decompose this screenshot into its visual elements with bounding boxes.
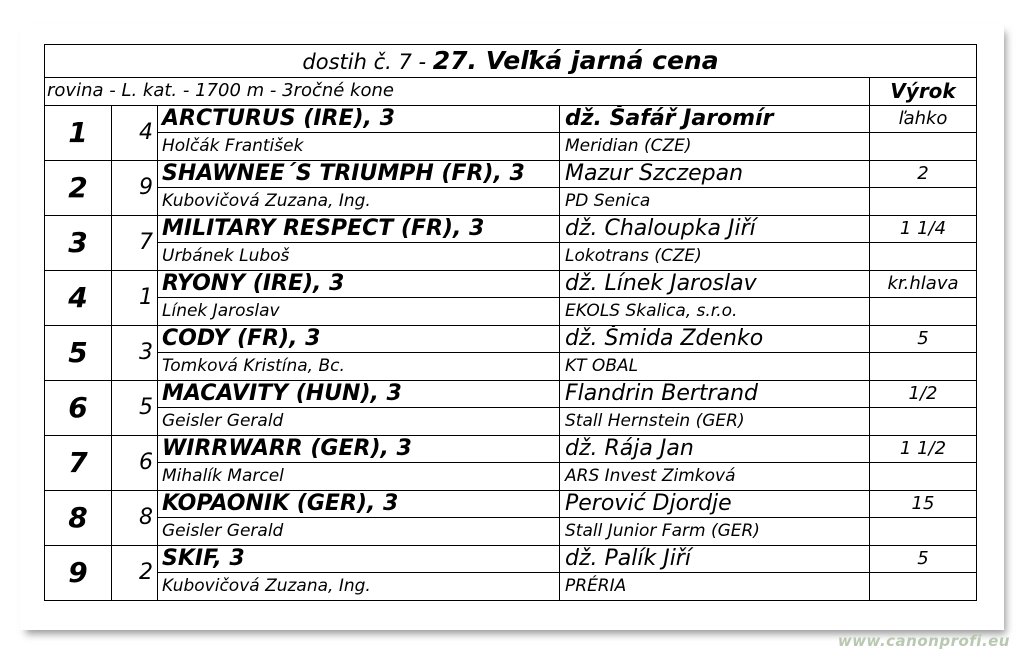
start-number: 4: [112, 105, 158, 160]
race-results-table: [44, 44, 977, 601]
jockey-name: Mazur Szczepan: [560, 160, 870, 188]
empty-cell: [870, 353, 977, 381]
horse-name: ARCTURUS (IRE), 3: [158, 105, 560, 133]
start-number: 9: [112, 160, 158, 215]
start-number: 2: [112, 545, 158, 600]
result-row: [45, 270, 977, 298]
result-subrow: [45, 463, 977, 491]
empty-cell: [870, 573, 977, 601]
jockey-name: Perović Djordje: [560, 490, 870, 518]
start-number: 8: [112, 490, 158, 545]
start-number: 6: [112, 435, 158, 490]
horse-name: MACAVITY (HUN), 3: [158, 380, 560, 408]
jockey-name: dž. Rája Jan: [560, 435, 870, 463]
result-row: [45, 490, 977, 518]
trainer-name: Kubovičová Zuzana, Ing.: [158, 188, 560, 216]
jockey-name: dž. Palík Jiří: [560, 545, 870, 573]
trainer-name: Kubovičová Zuzana, Ing.: [158, 573, 560, 601]
result-row: [45, 380, 977, 408]
owner-name: Meridian (CZE): [560, 133, 870, 161]
winning-margin: ľahko: [870, 105, 977, 133]
finish-position: 2: [45, 160, 112, 215]
trainer-name: Línek Jaroslav: [158, 298, 560, 326]
trainer-name: Urbánek Luboš: [158, 243, 560, 271]
jockey-name: dž. Línek Jaroslav: [560, 270, 870, 298]
result-subrow: [45, 298, 977, 326]
start-number: 1: [112, 270, 158, 325]
result-subrow: [45, 133, 977, 161]
race-number: dostih č. 7 -: [302, 50, 433, 74]
horse-name: SHAWNEE´S TRIUMPH (FR), 3: [158, 160, 560, 188]
owner-name: EKOLS Skalica, s.r.o.: [560, 298, 870, 326]
owner-name: PD Senica: [560, 188, 870, 216]
winning-margin: 1 1/4: [870, 215, 977, 243]
jockey-name: dž. Chaloupka Jiří: [560, 215, 870, 243]
finish-position: 4: [45, 270, 112, 325]
result-row: [45, 105, 977, 133]
finish-position: 3: [45, 215, 112, 270]
horse-name: WIRRWARR (GER), 3: [158, 435, 560, 463]
finish-position: 8: [45, 490, 112, 545]
vyrok-header: Výrok: [870, 78, 977, 106]
race-info: rovina - L. kat. - 1700 m - 3ročné kone: [45, 78, 870, 106]
horse-name: CODY (FR), 3: [158, 325, 560, 353]
finish-position: 9: [45, 545, 112, 600]
race-title: [45, 45, 977, 78]
trainer-name: Mihalík Marcel: [158, 463, 560, 491]
race-info-row: [45, 78, 977, 106]
owner-name: Stall Junior Farm (GER): [560, 518, 870, 546]
start-number: 7: [112, 215, 158, 270]
winning-margin: kr.hlava: [870, 270, 977, 298]
horse-name: SKIF, 3: [158, 545, 560, 573]
winning-margin: 5: [870, 325, 977, 353]
finish-position: 7: [45, 435, 112, 490]
winning-margin: 15: [870, 490, 977, 518]
empty-cell: [870, 518, 977, 546]
winning-margin: 1 1/2: [870, 435, 977, 463]
result-row: [45, 325, 977, 353]
owner-name: Lokotrans (CZE): [560, 243, 870, 271]
horse-name: KOPAONIK (GER), 3: [158, 490, 560, 518]
horse-name: MILITARY RESPECT (FR), 3: [158, 215, 560, 243]
owner-name: PRÉRIA: [560, 573, 870, 601]
start-number: 5: [112, 380, 158, 435]
result-subrow: [45, 188, 977, 216]
empty-cell: [870, 243, 977, 271]
owner-name: Stall Hernstein (GER): [560, 408, 870, 436]
winning-margin: 1/2: [870, 380, 977, 408]
result-subrow: [45, 243, 977, 271]
winning-margin: 2: [870, 160, 977, 188]
start-number: 3: [112, 325, 158, 380]
finish-position: 5: [45, 325, 112, 380]
result-row: [45, 435, 977, 463]
empty-cell: [870, 408, 977, 436]
trainer-name: Tomková Kristína, Bc.: [158, 353, 560, 381]
result-subrow: [45, 573, 977, 601]
jockey-name: dž. Šafář Jaromír: [560, 105, 870, 133]
empty-cell: [870, 188, 977, 216]
owner-name: KT OBAL: [560, 353, 870, 381]
result-subrow: [45, 408, 977, 436]
jockey-name: dž. Šmida Zdenko: [560, 325, 870, 353]
finish-position: 1: [45, 105, 112, 160]
watermark: www.canonprofi.eu: [837, 632, 1010, 650]
empty-cell: [870, 133, 977, 161]
race-name: 27. Veľká jarná cena: [432, 46, 719, 75]
winning-margin: 5: [870, 545, 977, 573]
horse-name: RYONY (IRE), 3: [158, 270, 560, 298]
race-title-row: [45, 45, 977, 78]
result-row: [45, 160, 977, 188]
jockey-name: Flandrin Bertrand: [560, 380, 870, 408]
trainer-name: Geisler Gerald: [158, 518, 560, 546]
empty-cell: [870, 463, 977, 491]
result-row: [45, 545, 977, 573]
result-subrow: [45, 518, 977, 546]
trainer-name: Holčák František: [158, 133, 560, 161]
finish-position: 6: [45, 380, 112, 435]
trainer-name: Geisler Gerald: [158, 408, 560, 436]
empty-cell: [870, 298, 977, 326]
owner-name: ARS Invest Zimková: [560, 463, 870, 491]
result-row: [45, 215, 977, 243]
result-subrow: [45, 353, 977, 381]
